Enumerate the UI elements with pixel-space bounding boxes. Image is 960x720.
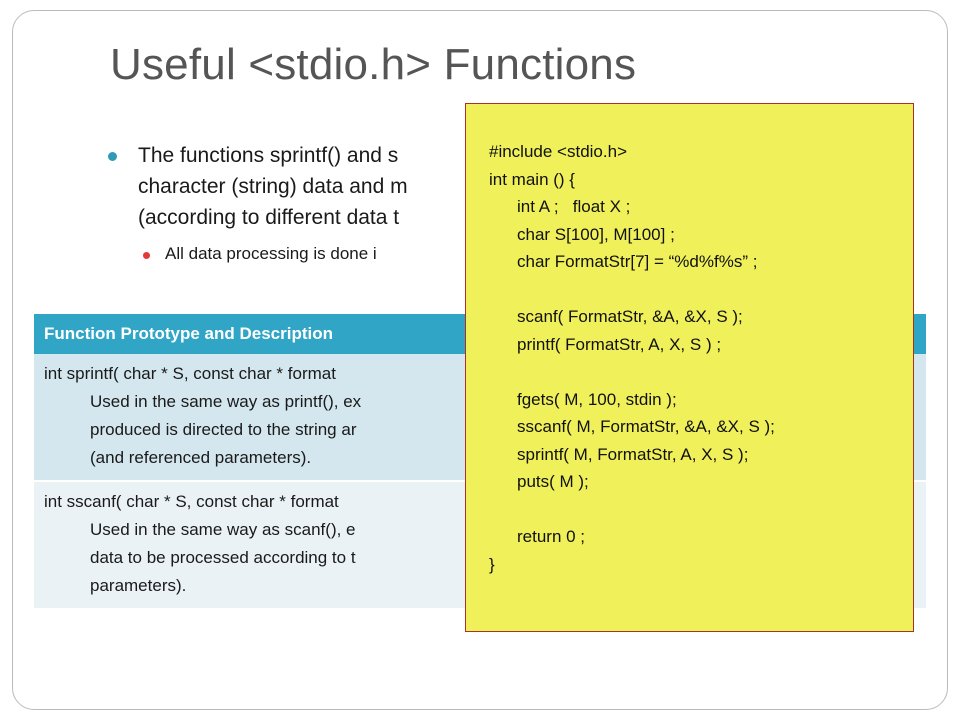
- code-line: [466, 276, 913, 304]
- code-example-box: [465, 103, 914, 632]
- function-description-line: (and referenced parameters).: [90, 448, 312, 467]
- code-line: char S[100], M[100] ;: [517, 224, 675, 244]
- code-line: return 0 ;: [517, 527, 586, 546]
- table-header: Function Prototype and Description: [34, 314, 926, 354]
- function-description-line: Used in the same way as scanf(), e: [90, 520, 356, 539]
- code-line: sscanf( M, FormatStr, &A, &X, S );: [517, 417, 775, 436]
- function-signature: int sscanf( char * S, const char * format: [44, 492, 339, 511]
- function-description-line: data to be processed according to t: [90, 548, 356, 567]
- bullet-line: (according to different data t: [138, 206, 400, 229]
- function-signature: int sprintf( char * S, const char * format: [44, 364, 336, 383]
- slide-title: Useful <stdio.h> Functions: [110, 40, 637, 89]
- code-line: }: [489, 554, 495, 574]
- bullet-line: The functions sprintf() and s: [138, 144, 399, 167]
- function-description-line: produced is directed to the string ar: [90, 420, 357, 439]
- code-line: int main () {: [489, 169, 575, 189]
- code-line: sprintf( M, FormatStr, A, X, S );: [517, 444, 749, 464]
- function-description-line: Used in the same way as printf(), ex: [90, 392, 362, 411]
- code-line: #include <stdio.h>: [489, 142, 627, 161]
- code-line: puts( M );: [517, 472, 589, 491]
- code-line: fgets( M, 100, stdin );: [517, 389, 677, 409]
- sub-bullet-icon: [143, 252, 150, 259]
- code-line: char FormatStr[7] = “%d%f%s” ;: [517, 252, 758, 271]
- function-description-line: parameters).: [90, 576, 187, 595]
- bullet-icon: [108, 152, 117, 161]
- code-line: scanf( FormatStr, &A, &X, S );: [517, 307, 743, 326]
- code-line: [466, 496, 913, 524]
- code-line: int A ; float X ;: [517, 197, 631, 216]
- code-line: [466, 358, 913, 386]
- sub-bullet-text: All data processing is done i: [165, 244, 377, 263]
- code-line: printf( FormatStr, A, X, S ) ;: [517, 334, 722, 354]
- bullet-line: character (string) data and m: [138, 175, 408, 198]
